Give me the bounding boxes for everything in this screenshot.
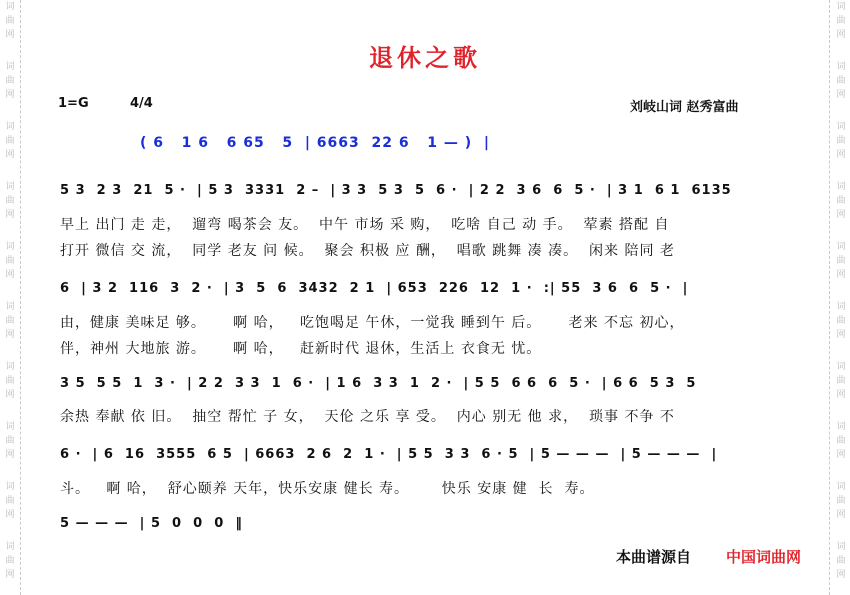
- notation-line-3: 3 5 5 5 1 3 · | 2 2 3 3 1 6 · | 1 6 3 3 1 2 · | 5 5 6 6 6 5 · | 6 6 5 3 5: [60, 376, 697, 391]
- side-watermark: 词 曲 网: [5, 422, 15, 460]
- footer-source-label: 本曲谱源自: [616, 548, 692, 566]
- side-watermark: 词 曲 网: [836, 422, 846, 460]
- notation-line-2: 6 | 3 2 116 3 2 · | 3 5 6 3432 2 1 | 653 226 12 1 · :| 55 3 6 6 5 · |: [60, 281, 689, 296]
- song-title: 退休之歌: [369, 44, 481, 72]
- lyric-line-2b: 伴，神州 大地旅 游。 啊 哈， 赶新时代 退休，生活上 衣食无 忧。: [60, 341, 542, 357]
- lyric-line-2a: 由，健康 美味足 够。 啊 哈， 吃饱喝足 午休，一觉我 睡到午 后。 老来 不忘 初心，: [60, 315, 685, 331]
- right-border: [829, 0, 831, 595]
- side-watermark: 词 曲 网: [5, 302, 15, 340]
- time-signature: 4/4: [130, 96, 153, 111]
- notation-line-4: 6 · | 6 16 3555 6 5 | 6663 2 6 2 1 · | 5 5 3 3 6 · 5 | 5 — — — | 5 — — — |: [60, 447, 718, 462]
- side-watermark: 词 曲 网: [836, 182, 846, 220]
- lyric-line-4a: 斗。 啊 哈， 舒心颐养 天年，快乐安康 健长 寿。 快乐 安康 健 长 寿。: [60, 481, 595, 497]
- side-watermark: 词 曲 网: [836, 302, 846, 340]
- side-watermark: 词 曲 网: [836, 242, 846, 280]
- intro-line: ( 6 1 6 6 65 5 | 6663 22 6 1 — ) |: [140, 135, 490, 151]
- side-watermark: 词 曲 网: [836, 362, 846, 400]
- side-watermark: 词 曲 网: [836, 542, 846, 580]
- notation-line-5: 5 — — — | 5 0 0 0 ‖: [60, 516, 243, 531]
- side-watermark: 词 曲 网: [5, 122, 15, 160]
- left-border: [20, 0, 22, 595]
- side-watermark: 词 曲 网: [836, 62, 846, 100]
- lyric-line-1b: 打开 微信 交 流， 同学 老友 问 候。 聚会 积极 应 酬， 唱歌 跳舞 凑 凑。 闲来 陪同 老: [60, 243, 675, 259]
- credits: 刘岐山词 赵秀富曲: [630, 100, 739, 115]
- side-watermark: 词 曲 网: [836, 2, 846, 40]
- side-watermark: 词 曲 网: [5, 242, 15, 280]
- side-watermark: 词 曲 网: [5, 362, 15, 400]
- side-watermark: 词 曲 网: [5, 542, 15, 580]
- notation-line-1: 5 3 2 3 21 5 · | 5 3 3331 2 – | 3 3 5 3 5 6 · | 2 2 3 6 6 5 · | 3 1 6 1 6135: [60, 183, 732, 198]
- key-signature: 1=G: [58, 96, 89, 111]
- lyric-line-3a: 余热 奉献 依 旧。 抽空 帮忙 子 女， 天伦 之乐 享 受。 内心 别无 他 求， 琐事 不争 不: [60, 409, 675, 425]
- side-watermark: 词 曲 网: [5, 2, 15, 40]
- side-watermark: 词 曲 网: [5, 182, 15, 220]
- side-watermark: 词 曲 网: [836, 482, 846, 520]
- side-watermark: 词 曲 网: [5, 482, 15, 520]
- side-watermark: 词 曲 网: [836, 122, 846, 160]
- side-watermark: 词 曲 网: [5, 62, 15, 100]
- lyric-line-1a: 早上 出门 走 走， 遛弯 喝茶会 友。 中午 市场 采 购， 吃啥 自己 动 手。 荤素 搭配 自: [60, 217, 670, 233]
- footer-site-name[interactable]: 中国词曲网: [726, 548, 802, 566]
